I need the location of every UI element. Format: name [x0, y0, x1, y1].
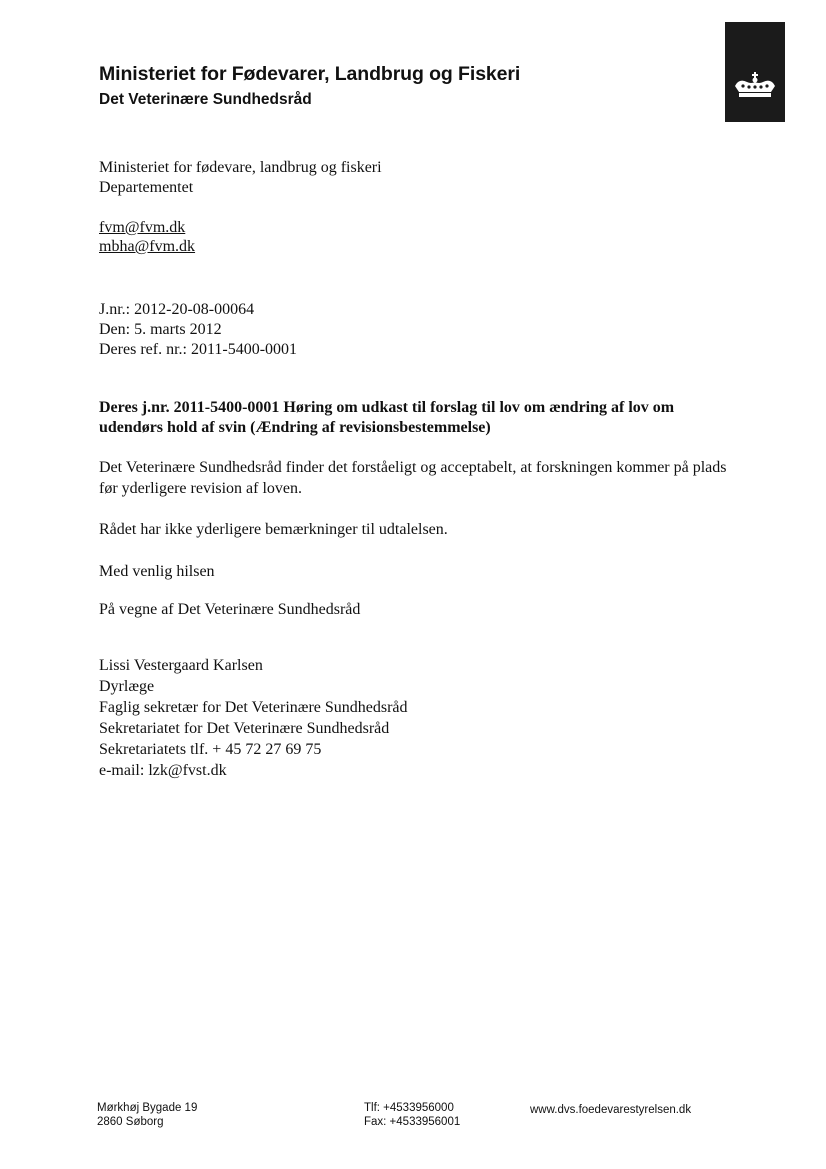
- signatory-title: Dyrlæge: [99, 678, 155, 695]
- signatory-role: Faglig sekretær for Det Veterinære Sundhedsråd: [99, 699, 408, 716]
- footer-address-street: Mørkhøj Bygade 19: [97, 1102, 198, 1114]
- ministry-logo: [725, 22, 785, 122]
- footer-website[interactable]: www.dvs.foedevarestyrelsen.dk: [530, 1104, 692, 1116]
- body-paragraph-1: Det Veterinære Sundhedsråd finder det forståeligt og acceptabelt, at forskningen kommer på plads før yderligere revision af loven.: [99, 459, 727, 497]
- signatory-name: Lissi Vestergaard Karlsen: [99, 657, 263, 674]
- greeting: Med venlig hilsen: [99, 563, 215, 580]
- recipient-name: Ministeriet for fødevare, landbrug og fiskeri: [99, 159, 382, 176]
- organization-title: Ministeriet for Fødevarer, Landbrug og Fiskeri: [99, 63, 521, 85]
- signatory-email: e-mail: lzk@fvst.dk: [99, 762, 227, 779]
- letter-date: Den: 5. marts 2012: [99, 321, 222, 338]
- crown-icon: [731, 72, 779, 100]
- recipient-department: Departementet: [99, 179, 194, 196]
- signatory-phone: Sekretariatets tlf. + 45 72 27 69 75: [99, 741, 322, 758]
- footer-phone: Tlf: +4533956000: [364, 1102, 454, 1114]
- recipient-email-link-1[interactable]: fvm@fvm.dk: [99, 219, 186, 236]
- body-paragraph-2: Rådet har ikke yderligere bemærkninger til udtalelsen.: [99, 521, 448, 538]
- letter-subject: Deres j.nr. 2011-5400-0001 Høring om udkast til forslag til lov om ændring af lov om udendørs hold af svin (Ændring af revisionsbestemmelse): [99, 399, 675, 436]
- signatory-unit: Sekretariatet for Det Veterinære Sundhedsråd: [99, 720, 390, 737]
- department-title: Det Veterinære Sundhedsråd: [99, 91, 312, 108]
- their-reference: Deres ref. nr.: 2011-5400-0001: [99, 341, 298, 358]
- journal-number: J.nr.: 2012-20-08-00064: [99, 301, 255, 318]
- footer-address-city: 2860 Søborg: [97, 1116, 164, 1128]
- on-behalf-line: På vegne af Det Veterinære Sundhedsråd: [99, 601, 361, 618]
- footer-fax: Fax: +4533956001: [364, 1116, 461, 1128]
- recipient-email-link-2[interactable]: mbha@fvm.dk: [99, 238, 196, 255]
